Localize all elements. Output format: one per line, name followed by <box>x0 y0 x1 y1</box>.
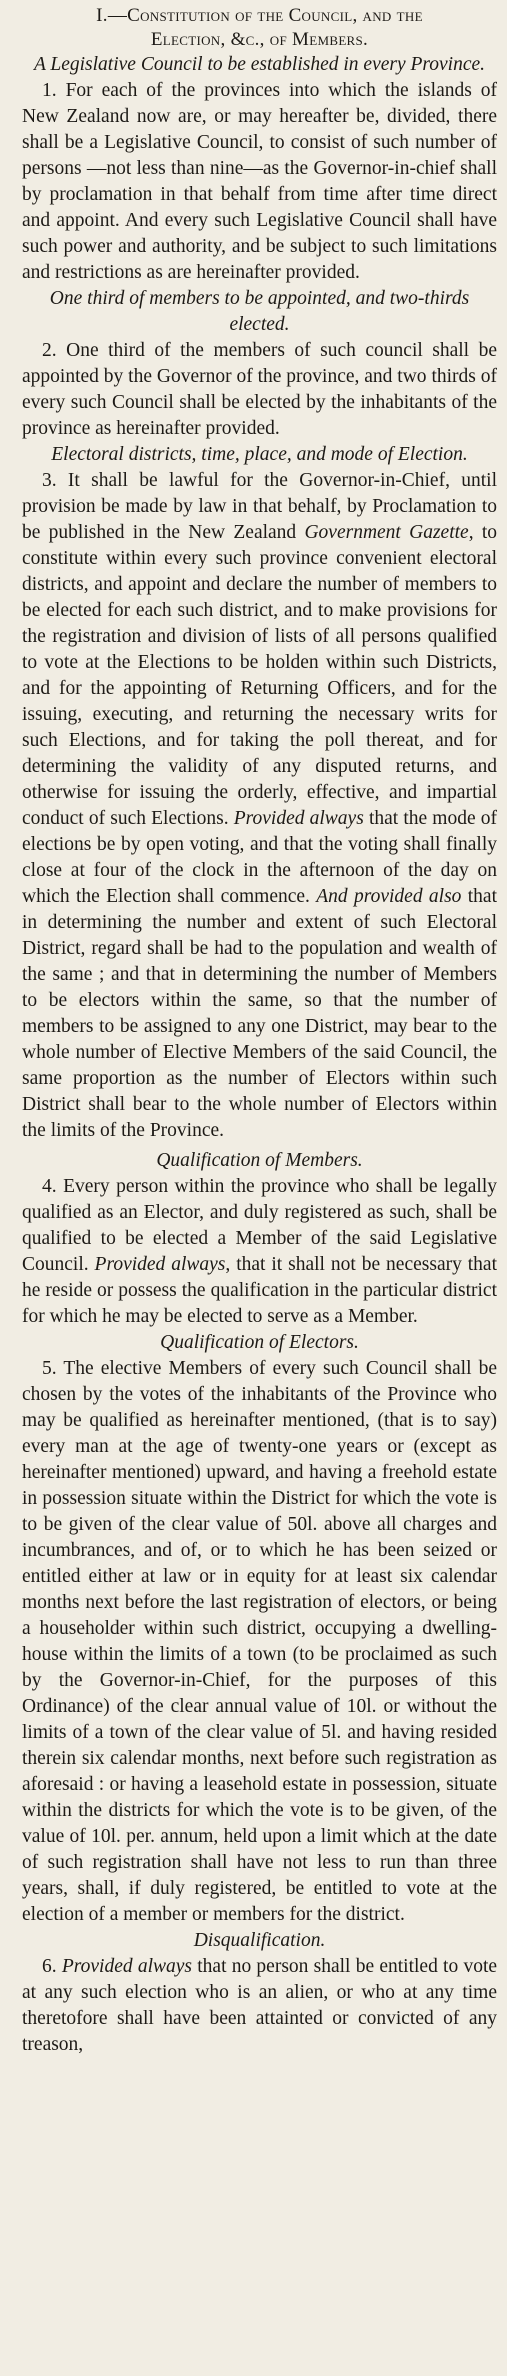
italic-phrase: Provided always <box>61 1956 193 1977</box>
section-heading: Electoral districts, time, place, and mode of Election. <box>51 444 468 465</box>
section-paragraph: 2. One third of the members of such council shall be appointed by the Governor of the province, and two thirds of every such Council shall be elected by the inhabitants of the province as hereinafter provided. <box>22 340 497 439</box>
section-6 <box>22 1928 497 2058</box>
section-heading: Qualification of Members. <box>156 1150 363 1171</box>
section-paragraph: 1. For each of the provinces into which the islands of New Zealand now are, or may hereafter be, divided, there shall be a Legislative Council, to consist of such number of persons —not less than nine—as the Governor-in-chief shall by proclamation in that behalf from time after time direct and appoint. And every such Legislative Council shall have such power and authority, and be subject to such limitations and restrictions as are hereinafter provided. <box>22 80 497 283</box>
italic-phrase: Government Gazette <box>304 522 469 543</box>
italic-phrase: Provided always <box>233 808 364 829</box>
section-paragraph: 4. Every person within the province who shall be legally qualified as an Elector, and duly registered as such, shall be qualified to be elected a Member of the said Legislative Council. Provided always, that it shall not be necessary that he reside or possess the qualification in the particular district for which he may be elected to serve as a Member. <box>22 1176 498 1327</box>
italic-phrase: And provided also <box>316 886 462 907</box>
section-2 <box>22 286 497 442</box>
section-3 <box>22 442 497 1144</box>
section-paragraph: 6. Provided always that no person shall be entitled to vote at any such election who is an alien, or who at any time theretofore shall have been attainted or convicted of any treason, <box>22 1956 498 2055</box>
document-title-line-2: Election, &c., of Members. <box>150 29 369 50</box>
section-heading: A Legislative Council to be established in every Province. <box>33 54 486 75</box>
section-1 <box>22 52 497 286</box>
section-heading: Qualification of Electors. <box>160 1332 359 1353</box>
section-heading: Disqualification. <box>193 1930 326 1951</box>
section-paragraph: 5. The elective Members of every such Council shall be chosen by the votes of the inhabitants of the Province who may be qualified as hereinafter mentioned, (that is to say) every man at the age of twenty-one years or (except as hereinafter mentioned) upward, and having a freehold estate in possession situate within the District for which the vote is to be given of the clear value of 50l. above all charges and incumbrances, and of, or to which he has been seized or entitled either at law or in equity for at least six calendar months next before the last registration of electors, or being a householder within such district, occupying a dwelling-house within the limits of a town (to be proclaimed as such by the Governor-in-Chief, for the purposes of this Ordinance) of the clear annual value of 10l. or without the limits of a town of the clear value of 5l. and having resided therein six calendar months, next before such registration as aforesaid : or having a leasehold estate in possession, situate within the districts for which the vote is to be given, of the value of 10l. per. annum, held upon a limit which at the date of such registration shall have not less to run than three years, shall, if duly registered, be entitled to vote at the election of a member or members for the district. <box>22 1358 497 1925</box>
section-5 <box>22 1330 497 1928</box>
section-heading: One third of members to be appointed, and two-thirds elected. <box>49 288 470 335</box>
italic-phrase: Provided always <box>94 1254 226 1275</box>
section-paragraph: 3. It shall be lawful for the Governor-in-Chief, until provision be made by law in that behalf, by Proclamation to be published in the New Zealand Government Gazette, to constitute within every such province convenient electoral districts, and appoint and declare the number of members to be elected for each such district, and to make provisions for the registration and division of lists of all persons qualified to vote at the Elections to be holden within such Districts, and for the appointing of Returning Officers, and for the issuing, executing, and returning the necessary writs for such Elections, and for taking the poll thereat, and for determining the validity of any disputed returns, and otherwise for issuing the orderly, effective, and impartial conduct of such Elections. Provided always that the mode of elections be by open voting, and that the voting shall finally close at four of the clock in the afternoon of the day on which the Election shall commence. And provided also that in determining the number and extent of such Electoral District, regard shall be had to the population and wealth of the same ; and that in determining the number of Members to be electors within the same, so that the number of members to be assigned to any one District, may bear to the whole number of Elective Members of the said Council, the same proportion as the number of Electors within such District shall bear to the whole number of Electors within the limits of the Province. <box>22 470 498 1141</box>
section-4 <box>22 1148 497 1330</box>
document-title-line-1: I.—Constitution of the Council, and the <box>96 5 423 26</box>
